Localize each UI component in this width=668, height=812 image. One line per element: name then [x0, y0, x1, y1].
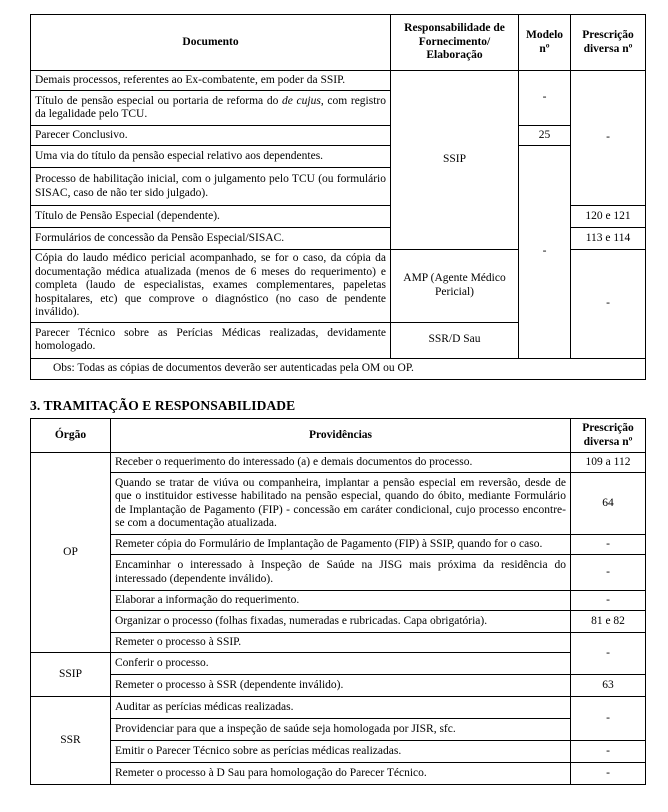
orgao-op: OP [31, 453, 111, 653]
documents-table [30, 14, 646, 380]
presc-113-114: 113 e 114 [571, 228, 646, 250]
doc-row-3: Parecer Conclusivo. [31, 126, 391, 146]
ssr-row-4: Remeter o processo à D Sau para homologação do Parecer Técnico. [111, 763, 571, 785]
op-row-4: Encaminhar o interessado à Inspeção de Saúde na JISG mais próxima da residência do interessado (dependente inválido). [111, 555, 571, 591]
doc-row-4: Uma via do título da pensão especial relativo aos dependentes. [31, 146, 391, 168]
header-prescricao: Prescrição diversa nº [571, 15, 646, 71]
resp-ssr-dsau: SSR/D Sau [391, 322, 519, 358]
ssr-presc-3: - [571, 741, 646, 763]
ssr-presc-4: - [571, 763, 646, 785]
tramitacao-table [30, 418, 646, 785]
orgao-ssip: SSIP [31, 653, 111, 697]
op-row-2: Quando se tratar de viúva ou companheira, implantar a pensão especial em reversão, desde de que o instituidor estivesse habilitado na pensão especial, quando do óbito, mediante Formulário de Implantação de Pagamento (FIP) - concessão em caráter condicional, cujo processo encontre-se com a documentação atualizada. [111, 473, 571, 535]
header-documento: Documento [31, 15, 391, 71]
de-cujus-term: de cujus [282, 94, 321, 107]
ssip-presc-2: 63 [571, 675, 646, 697]
op-row-6: Organizar o processo (folhas fixadas, numeradas e rubricadas. Capa obrigatória). [111, 611, 571, 633]
doc-row-8: Cópia do laudo médico pericial acompanhado, se for o caso, da cópia da documentação médica atualizada (menos de 6 meses do requerimento) e completa (laudo de especialistas, exames complementares, papeletas hospitalares, etc) que comprove o diagnóstico (no caso de pendente inválido). [31, 250, 391, 323]
op-presc-2: 64 [571, 473, 646, 535]
ssr-row-2: Providenciar para que a inspeção de saúde seja homologada por JISR, sfc. [111, 719, 571, 741]
doc-row-6: Título de Pensão Especial (dependente). [31, 206, 391, 228]
ssr-merged-presc: - [571, 697, 646, 741]
op-presc-6: 81 e 82 [571, 611, 646, 633]
doc-row-9: Parecer Técnico sobre as Perícias Médicas realizadas, devidamente homologado. [31, 322, 391, 358]
modelo-dash-2: - [519, 146, 571, 359]
resp-ssip: SSIP [391, 71, 519, 250]
header-orgao: Órgão [31, 419, 111, 453]
op-presc-3: - [571, 535, 646, 555]
op-presc-5: - [571, 591, 646, 611]
doc-row-7: Formulários de concessão da Pensão Especial/SISAC. [31, 228, 391, 250]
ssr-row-3: Emitir o Parecer Técnico sobre as perícias médicas realizadas. [111, 741, 571, 763]
resp-amp: AMP (Agente Médico Pericial) [391, 250, 519, 323]
op-presc-4: - [571, 555, 646, 591]
op-presc-1: 109 a 112 [571, 453, 646, 473]
op-ssip-merged-presc: - [571, 633, 646, 675]
header-modelo: Modelo nº [519, 15, 571, 71]
ssip-row-1: Conferir o processo. [111, 653, 571, 675]
presc-dash-1: - [571, 71, 646, 206]
ssr-row-1: Auditar as perícias médicas realizadas. [111, 697, 571, 719]
ssip-row-2: Remeter o processo à SSR (dependente inválido). [111, 675, 571, 697]
header-providencias: Providências [111, 419, 571, 453]
section-3-title: 3. TRAMITAÇÃO E RESPONSABILIDADE [30, 398, 296, 413]
presc-120-121: 120 e 121 [571, 206, 646, 228]
doc-row-5: Processo de habilitação inicial, com o julgamento pelo TCU (ou formulário SISAC, caso de não ter sido julgado). [31, 168, 391, 206]
doc-row-1: Demais processos, referentes ao Ex-combatente, em poder da SSIP. [31, 71, 391, 91]
op-row-3: Remeter cópia do Formulário de Implantação de Pagamento (FIP) à SSIP, quando for o caso. [111, 535, 571, 555]
op-row-7: Remeter o processo à SSIP. [111, 633, 571, 653]
header-responsabilidade: Responsabilidade de Fornecimento/ Elaboração [391, 15, 519, 71]
obs-note: Obs: Todas as cópias de documentos deverão ser autenticadas pela OM ou OP. [31, 358, 646, 379]
header-prescricao-2: Prescrição diversa nº [571, 419, 646, 453]
op-row-5: Elaborar a informação do requerimento. [111, 591, 571, 611]
orgao-ssr: SSR [31, 697, 111, 785]
doc-row-2: Título de pensão especial ou portaria de reforma do de cujus, com registro da legalidade pelo TCU. [31, 91, 391, 126]
modelo-dash-1: - [519, 71, 571, 126]
presc-dash-2: - [571, 250, 646, 359]
modelo-25: 25 [519, 126, 571, 146]
op-row-1: Receber o requerimento do interessado (a) e demais documentos do processo. [111, 453, 571, 473]
